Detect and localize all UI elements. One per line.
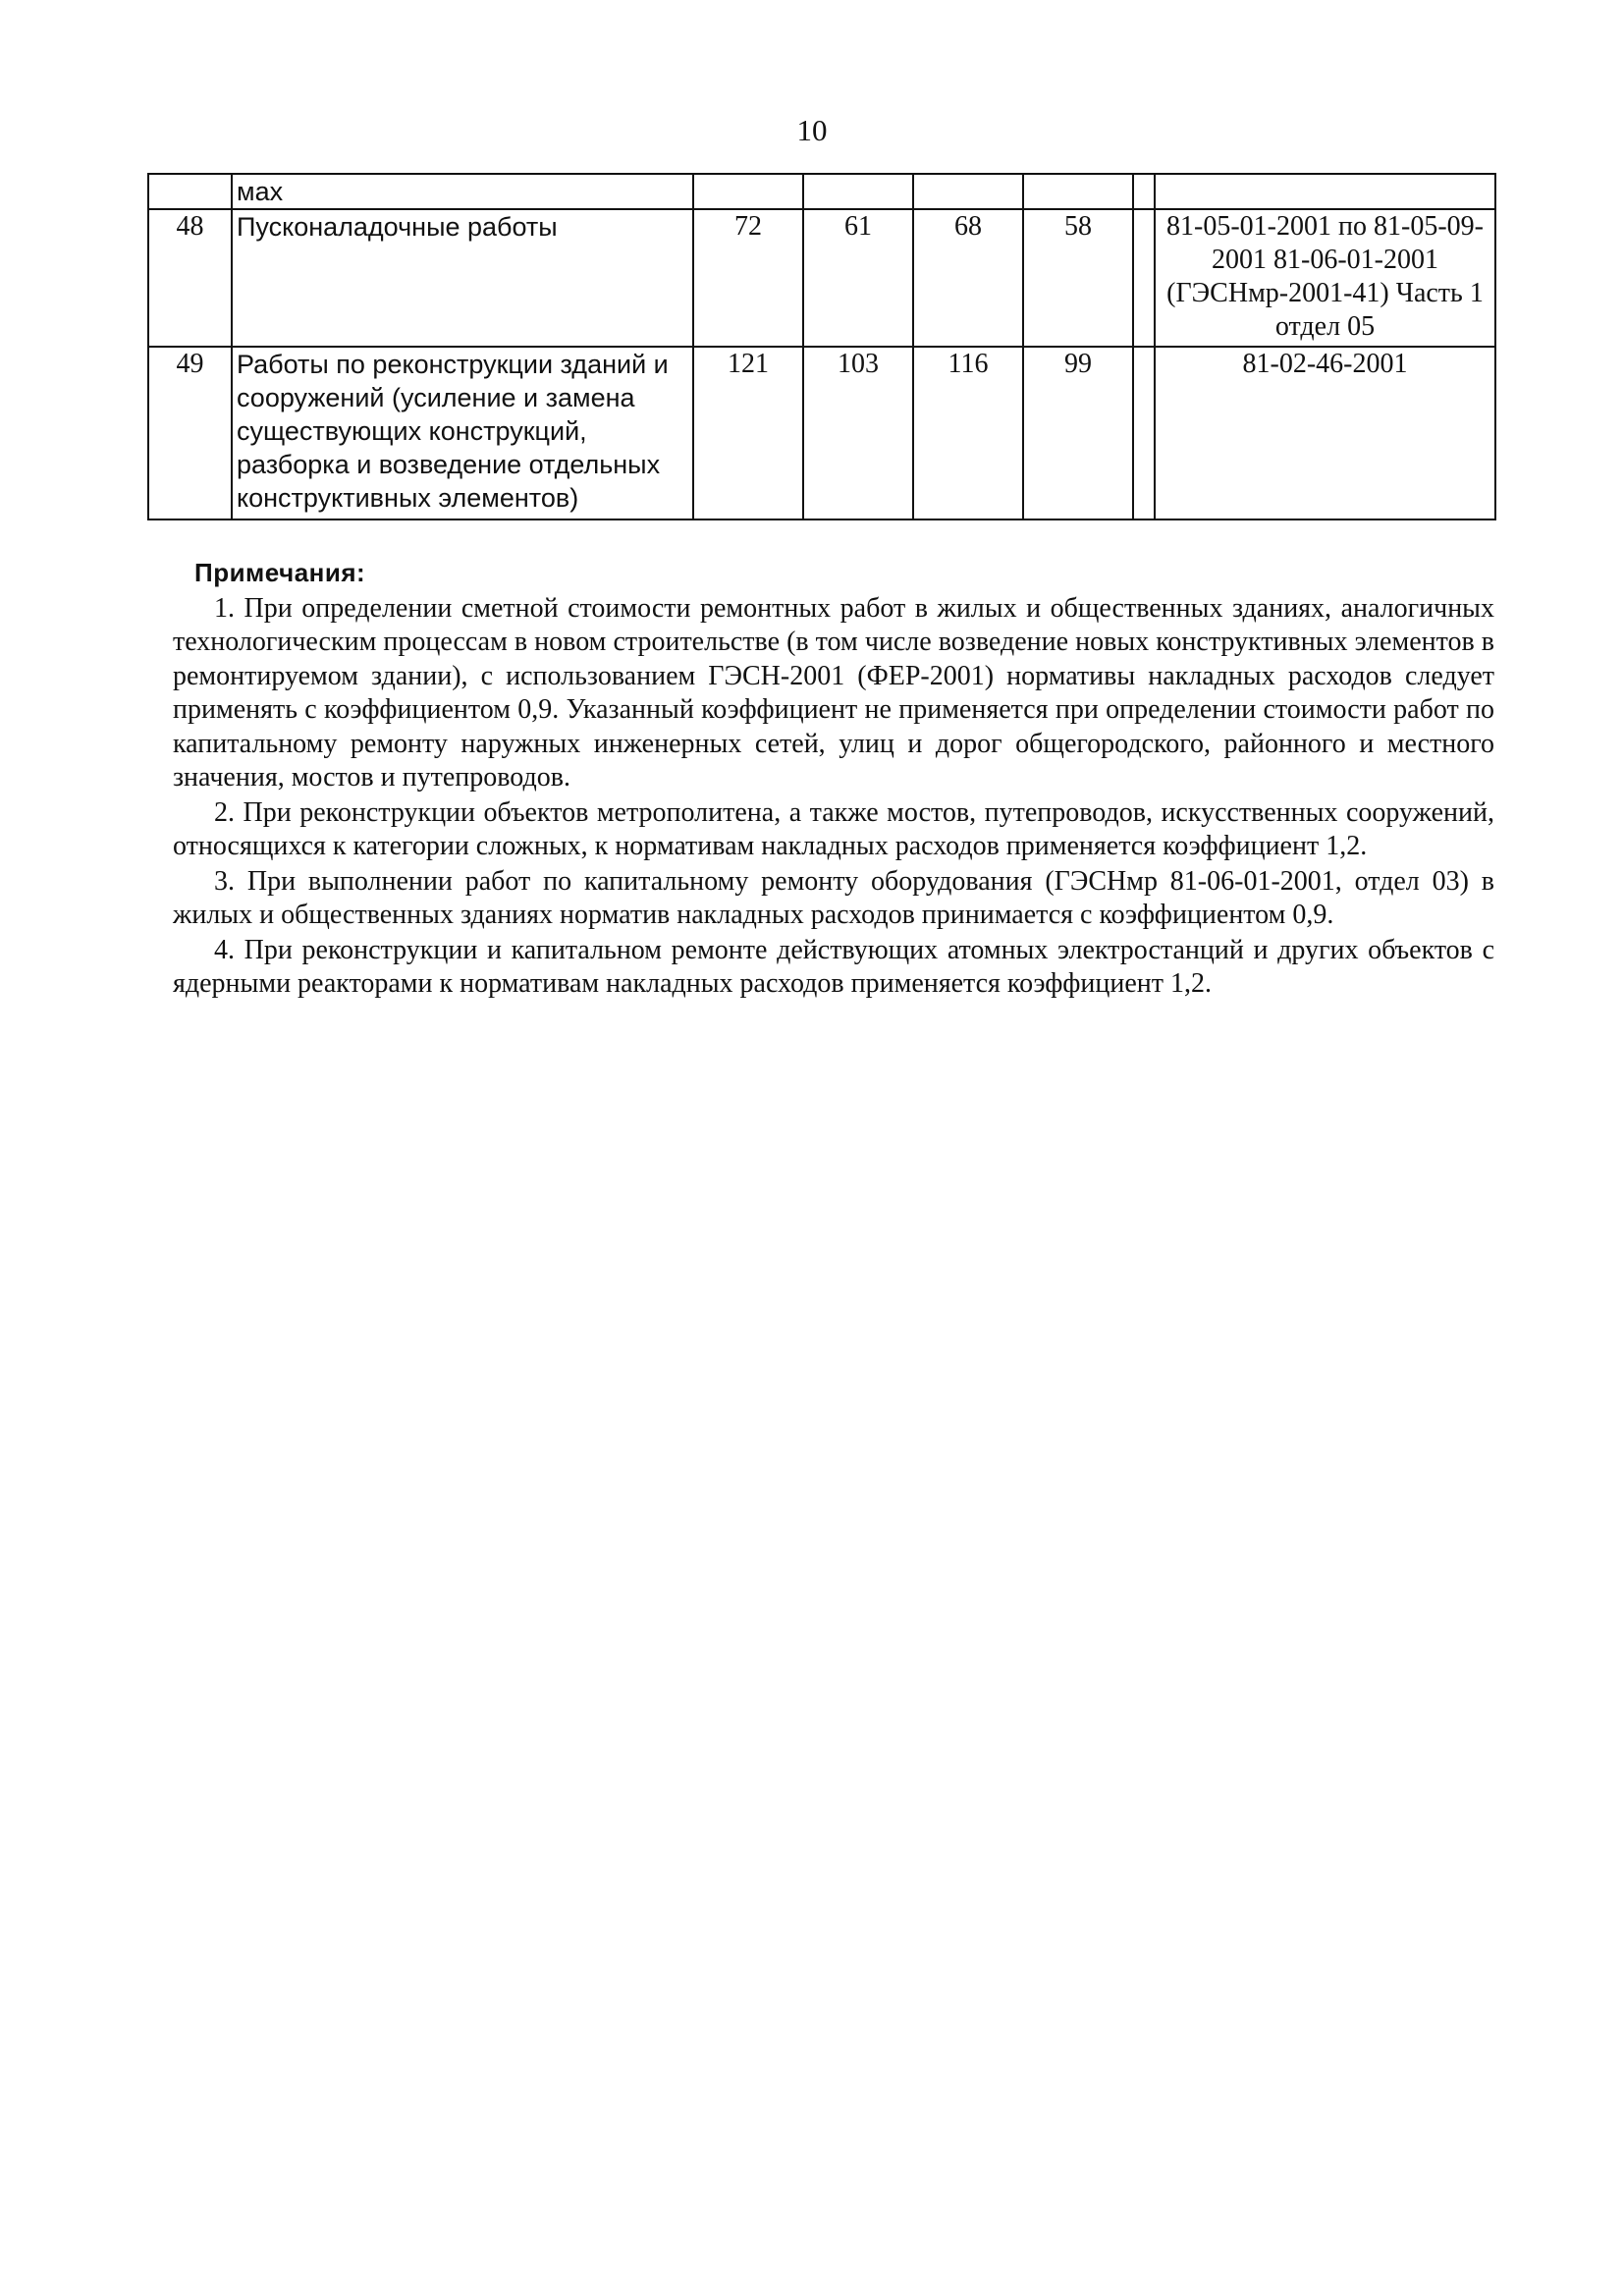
row-number — [148, 174, 232, 209]
reference-code: 81-05-01-2001 по 81-05-09-2001 81-06-01-2001 (ГЭСНмр-2001-41) Часть 1 отдел 05 — [1155, 209, 1495, 347]
overhead-norms-table — [147, 173, 1496, 520]
norm-value — [803, 174, 913, 209]
norm-value — [913, 174, 1023, 209]
work-type-name: Работы по реконструкции зданий и сооружений (усиление и замена существующих конструкций, разборка и возведение отдельных конструктивных элементов) — [232, 347, 693, 519]
reference-code: 81-02-46-2001 — [1155, 347, 1495, 519]
work-type-name: Пусконаладочные работы — [232, 209, 693, 347]
norm-value — [693, 174, 803, 209]
note-item: 1. При определении сметной стоимости ремонтных работ в жилых и общественных зданиях, аналогичных технологическим процессам в новом строительстве (в том числе возведение новых конструктивных элементов в ремонтируемом здании), с использованием ГЭСН-2001 (ФЕР-2001) нормативы накладных расходов следует применять с коэффициентом 0,9. Указанный коэффициент не применяется при определении стоимости работ по капитальному ремонту наружных инженерных сетей, улиц и дорог общегородского, районного и местного значения, мостов и путепроводов. — [173, 592, 1494, 793]
notes-title: Примечания: — [194, 558, 366, 587]
norm-value: 99 — [1023, 347, 1133, 519]
notes-section — [173, 556, 1494, 1002]
row-number: 48 — [148, 209, 232, 347]
norm-value: 103 — [803, 347, 913, 519]
norm-value: 58 — [1023, 209, 1133, 347]
work-type-name: мах — [232, 174, 693, 209]
table-row — [148, 174, 1495, 209]
table-row — [148, 209, 1495, 347]
note-item: 4. При реконструкции и капитальном ремонте действующих атомных электростанций и других объектов с ядерными реакторами к нормативам накладных расходов применяется коэффициент 1,2. — [173, 934, 1494, 999]
norm-value: 72 — [693, 209, 803, 347]
table-row — [148, 347, 1495, 519]
norm-value: 116 — [913, 347, 1023, 519]
norm-value — [1023, 174, 1133, 209]
reference-code — [1155, 174, 1495, 209]
norm-value: 68 — [913, 209, 1023, 347]
norm-value: 61 — [803, 209, 913, 347]
spacer-cell — [1133, 209, 1155, 347]
note-item: 2. При реконструкции объектов метрополитена, а также мостов, путепроводов, искусственных сооружений, относящихся к категории сложных, к нормативам накладных расходов применяется коэффициент 1,2. — [173, 796, 1494, 861]
row-number: 49 — [148, 347, 232, 519]
page-number: 10 — [796, 113, 828, 147]
spacer-cell — [1133, 347, 1155, 519]
spacer-cell — [1133, 174, 1155, 209]
norm-value: 121 — [693, 347, 803, 519]
note-item: 3. При выполнении работ по капитальному ремонту оборудования (ГЭСНмр 81-06-01-2001, отдел 03) в жилых и общественных зданиях норматив накладных расходов принимается с коэффициентом 0,9. — [173, 865, 1494, 930]
